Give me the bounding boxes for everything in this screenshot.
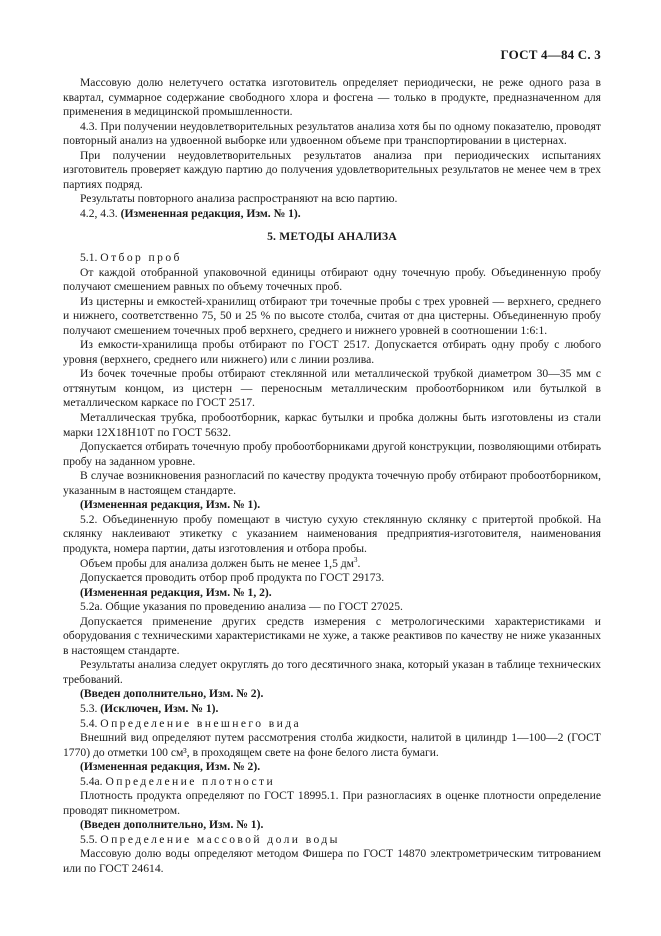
clause-title: Определение внешнего вида [100, 716, 302, 730]
clause-heading [63, 717, 601, 732]
amendment-text: (Исключен, Изм. № 1). [100, 701, 219, 715]
amendment-note: (Измененная редакция, Изм. № 1). [80, 498, 261, 512]
paragraph: От каждой отобранной упаковочной единицы отбирают одну точечную пробу. Объединенную пробу получают смешением равных по объему точечных проб. [63, 265, 601, 294]
clause-heading [63, 775, 601, 790]
clause-number: 4.2, 4.3. [80, 206, 118, 220]
amendment-note [63, 207, 601, 222]
amendment-text: (Измененная редакция, Изм. № 1). [120, 206, 301, 220]
superscript: 3 [354, 555, 358, 564]
paragraph: В случае возникновения разногласий по качеству продукта точечную пробу отбирают пробоотборником, указанным в настоящем стандарте. [63, 469, 601, 497]
paragraph: Массовую долю нелетучего остатка изготовитель определяет периодически, не реже одного раза в квартал, суммарное содержание свободного хлора и фосгена — только в продукте, предназначенном для применения в медицинской промышленности. [63, 76, 601, 119]
clause-heading [63, 251, 601, 266]
amendment-note: (Введен дополнительно, Изм. № 1). [80, 818, 264, 832]
paragraph: Допускается проводить отбор проб продукта по ГОСТ 29173. [80, 571, 385, 585]
clause-title: Определение массовой доли воды [100, 832, 340, 846]
document-body [63, 76, 601, 877]
clause-title: Отбор проб [100, 251, 182, 265]
paragraph: Из бочек точечные пробы отбирают стеклянной или металлической трубкой диаметром 30—35 мм с оттянутым концом, из цистерн — переносным металлическим пробоотборником или бутылкой в металлическом каркасе по ГОСТ 2517. [63, 367, 601, 410]
amendment-note: (Введен дополнительно, Изм. № 2). [80, 687, 264, 701]
paragraph: Результаты повторного анализа распространяют на всю партию. [80, 192, 398, 206]
paragraph: При получении неудовлетворительных результатов анализа при периодических испытаниях изготовитель проверяет каждую партию до получения удовлетворительных результатов не менее чем в трех партиях подряд. [63, 148, 601, 191]
amendment-note: (Измененная редакция, Изм. № 2). [80, 760, 261, 774]
clause-number: 5.4. [80, 716, 98, 730]
section-title: 5. МЕТОДЫ АНАЛИЗА [267, 230, 397, 244]
paragraph: Из цистерны и емкостей-хранилищ отбирают три точечные пробы с трех уровней — верхнего, среднего и нижнего, соответственно 75, 50 и 25 % по высоте столба, считая от дна цистерны. Объединенную пробу получают смешением точечных проб верхнего, среднего и нижнего уровней в соотношении 1:6:1. [63, 294, 601, 337]
paragraph: Из емкости-хранилища пробы отбирают по ГОСТ 2517. Допускается отбирать одну пробу с любого уровня (верхнего, среднего или нижнего) или с линии розлива. [63, 338, 601, 366]
clause-number: 5.5. [80, 832, 98, 846]
paragraph: Металлическая трубка, пробоотборник, каркас бутылки и пробка должны быть изготовлены из стали марки 12Х18Н10Т по ГОСТ 5632. [63, 411, 601, 439]
sample-volume-text: Объем пробы для анализа должен быть не менее 1,5 дм [80, 556, 354, 570]
paragraph [63, 557, 601, 572]
clause-number: 5.1. [80, 251, 98, 265]
paragraph: Результаты анализа следует округлять до того десятичного знака, который указан в таблице технических требований. [63, 658, 601, 686]
paragraph: 4.3. При получении неудовлетворительных результатов анализа хотя бы по одному показателю, проводят повторный анализ на удвоенной выборке или удвоенном объеме при транспортировании в цистернах. [63, 119, 601, 148]
running-head: ГОСТ 4—84 С. 3 [500, 47, 601, 62]
period: . [357, 556, 361, 570]
clause-heading [63, 833, 601, 848]
paragraph: Внешний вид определяют путем рассмотрения столба жидкости, налитой в цилиндр 1—100—2 (ГОСТ 1770) до отметки 100 см³, в проходящем свете на фоне белого листа бумаги. [63, 731, 601, 759]
paragraph: 5.2а. Общие указания по проведению анализа — по ГОСТ 27025. [80, 600, 403, 614]
paragraph: Плотность продукта определяют по ГОСТ 18995.1. При разногласиях в оценке плотности определение проводят пикнометром. [63, 789, 601, 817]
paragraph: 5.2. Объединенную пробу помещают в чистую сухую стеклянную склянку с притертой пробкой. На склянку наклеивают этикетку с указанием наименования предприятия-изготовителя, наименования продукта, номера партии, даты изготовления и отбора пробы. [63, 512, 601, 555]
paragraph: Допускается отбирать точечную пробу пробоотборниками другой конструкции, позволяющими отбирать пробу на заданном уровне. [63, 440, 601, 468]
amendment-note: (Измененная редакция, Изм. № 1, 2). [80, 585, 272, 599]
paragraph: Допускается применение других средств измерения с метрологическими характеристиками и оборудования с техническими характеристиками не хуже, а также реактивов по качеству не ниже указанных в настоящем стандарте. [63, 614, 601, 657]
clause-number: 5.4а. [80, 774, 103, 788]
clause-title: Определение плотности [105, 774, 276, 788]
paragraph: Массовую долю воды определяют методом Фишера по ГОСТ 14870 электрометрическим титрованием или по ГОСТ 24614. [63, 847, 601, 875]
clause-number: 5.3. [80, 701, 98, 715]
clause-heading [63, 702, 601, 717]
